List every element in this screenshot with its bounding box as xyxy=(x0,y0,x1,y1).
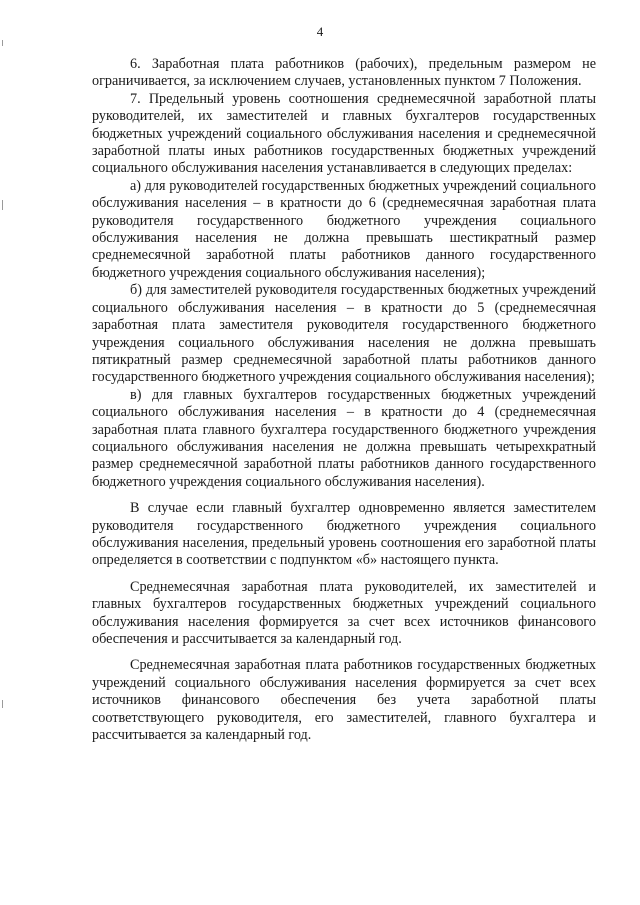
scan-edge-mark xyxy=(2,700,3,708)
paragraph-average-salary-management: Среднемесячная заработная плата руководителей, их заместителей и главных бухгалтеров государственных бюджетных учреждений социального обслуживания населения формируется за счет всех источников финансового обеспечения и рассчитывается за календарный год. xyxy=(92,578,596,647)
subparagraph-a: а) для руководителей государственных бюджетных учреждений социального обслуживания населения – в кратности до 6 (среднемесячная заработная плата руководителя государственного бюджетного учреждения социального обслуживания населения не должна превышать шестикратный размер среднемесячной заработной платы работников данного государственного бюджетного учреждения социального обслуживания населения); xyxy=(92,177,596,281)
scan-edge-mark xyxy=(2,40,3,46)
subparagraph-v: в) для главных бухгалтеров государственных бюджетных учреждений социального обслуживания населения – в кратности до 4 (среднемесячная заработная плата главного бухгалтера государственного бюджетного учреждения социального обслуживания населения не должна превышать четырехкратный размер среднемесячной заработной платы работников данного государственного бюджетного учреждения социального обслуживания населения). xyxy=(92,386,596,490)
paragraph-6: 6. Заработная плата работников (рабочих), предельным размером не ограничивается, за исключением случаев, установленных пунктом 7 Положения. xyxy=(92,56,596,90)
subparagraph-b: б) для заместителей руководителя государственных бюджетных учреждений социального обслуживания населения – в кратности до 5 (среднемесячная заработная плата заместителя руководителя государственного бюджетного учреждения социального обслуживания населения не должна превышать пятикратный размер среднемесячной заработной платы работников данного государственного бюджетного учреждения социального обслуживания населения); xyxy=(92,282,596,386)
document-body xyxy=(92,56,596,744)
page-number: 4 xyxy=(316,24,324,39)
paragraph-chief-accountant-case: В случае если главный бухгалтер одновременно является заместителем руководителя государственного бюджетного учреждения социального обслуживания населения, предельный уровень соотношения его заработной платы определяется в соответствии с подпунктом «б» настоящего пункта. xyxy=(92,500,596,569)
scan-edge-mark xyxy=(2,200,3,210)
paragraph-7: 7. Предельный уровень соотношения среднемесячной заработной платы руководителей, их заместителей и главных бухгалтеров государственных бюджетных учреждений социального обслуживания населения и среднемесячной заработной платы иных работников государственных бюджетных учреждений социального обслуживания населения устанавливается в следующих пределах: xyxy=(92,90,596,177)
paragraph-average-salary-workers: Среднемесячная заработная плата работников государственных бюджетных учреждений социального обслуживания населения формируется за счет всех источников финансового обеспечения без учета заработной платы соответствующего руководителя, его заместителей, главного бухгалтера и рассчитывается за календарный год. xyxy=(92,657,596,744)
